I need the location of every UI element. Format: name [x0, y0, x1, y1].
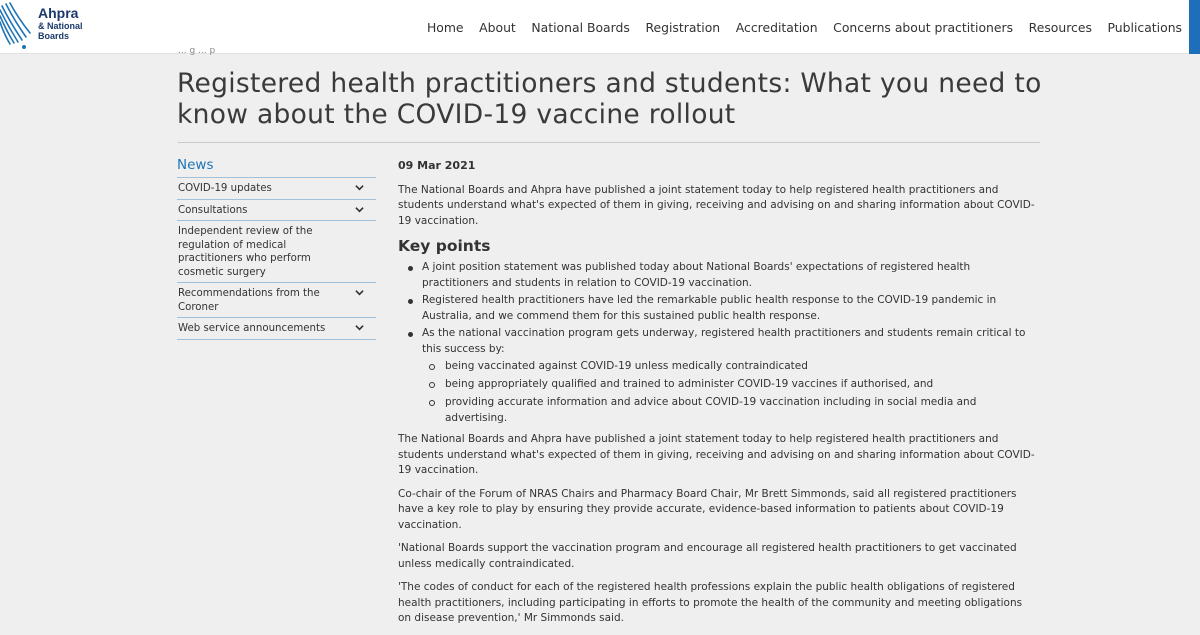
logo-text-ahpra: Ahpra	[38, 5, 79, 21]
sidebar-item-label: Independent review of the regulation of medical practitioners who perform cosmetic surgery	[178, 226, 313, 278]
logo-text-boards: Boards	[38, 31, 70, 41]
chevron-down-icon[interactable]	[355, 288, 364, 297]
ahpra-logo[interactable]	[0, 0, 100, 54]
key-point-text: As the national vaccination program gets underway, registered health practitioners and students remain critical to this success by:	[422, 327, 1026, 355]
sidebar-item-web-service[interactable]	[177, 318, 376, 340]
nav-home[interactable]: Home	[426, 19, 464, 35]
key-point: Registered health practitioners have led the remarkable public health response to the COVID-19 pandemic in Australia, and we commend them for this sustained public health response.	[406, 293, 1038, 324]
key-points-heading: Key points	[398, 237, 491, 255]
page-title: Registered health practitioners and students: What you need to know about the COVID-19 vaccine rollout	[177, 68, 1042, 130]
article-paragraph: Co-chair of the Forum of NRAS Chairs and Pharmacy Board Chair, Mr Brett Simmonds, said all registered practitioners have a key role to play by ensuring they provide accurate, evidence-based information to patients about COVID-19 vaccination.	[398, 487, 1017, 531]
chevron-down-icon[interactable]	[355, 323, 364, 332]
breadcrumb: ... g ... p	[178, 46, 216, 56]
sub-point: being appropriately qualified and trained to administer COVID-19 vaccines if authorised, and	[422, 377, 1038, 393]
chevron-down-icon[interactable]	[355, 205, 364, 214]
article-intro: The National Boards and Ahpra have published a joint statement today to help registered health practitioners and students understand what's expected of them in giving, receiving and advising on and sharing information about COVID-19 vaccination.	[398, 183, 1035, 227]
logo-text-national: & National	[38, 21, 83, 31]
nav-accent-tab[interactable]	[1189, 0, 1200, 54]
article-paragraph: The National Boards and Ahpra have published a joint statement today to help registered health practitioners and students understand what's expected of them in giving, receiving and advising on and sharing information about COVID-19 vaccination.	[398, 433, 1035, 476]
sidebar-item-independent-review[interactable]	[177, 221, 376, 283]
article-paragraph: 'The codes of conduct for each of the registered health professions explain the public health obligations of registered health practitioners, including participating in efforts to promote the health of the community and meeting obligations on disease prevention,' Mr Simmonds said.	[398, 581, 1023, 624]
key-points-list	[406, 260, 1038, 426]
article-body	[398, 158, 1038, 635]
key-point: A joint position statement was published today about National Boards' expectations of registered health practitioners and students in relation to COVID-19 vaccination.	[406, 260, 1038, 291]
sub-point: being vaccinated against COVID-19 unless medically contraindicated	[422, 359, 1038, 375]
sidebar-item-covid-updates[interactable]	[177, 178, 376, 200]
sidebar-item-coroner[interactable]	[177, 283, 376, 318]
nav-about[interactable]: About	[479, 19, 516, 35]
news-sidebar	[177, 155, 376, 340]
nav-registration[interactable]: Registration	[645, 19, 721, 35]
sub-point: providing accurate information and advice about COVID-19 vaccination including in social media and advertising.	[422, 395, 1038, 426]
sidebar-item-label: COVID-19 updates	[178, 183, 272, 194]
ahpra-logo-icon	[0, 0, 40, 54]
key-point-with-sublist	[406, 326, 1038, 426]
sidebar-item-label: Consultations	[178, 204, 248, 216]
nav-publications[interactable]: Publications	[1107, 19, 1182, 35]
sidebar-item-label: Recommendations from the Coroner	[178, 288, 320, 313]
main-nav	[411, 0, 1182, 54]
nav-accreditation[interactable]: Accreditation	[735, 19, 818, 35]
nav-national-boards[interactable]: National Boards	[531, 19, 630, 35]
sidebar-heading[interactable]: News	[177, 155, 376, 178]
article-paragraph: 'National Boards support the vaccination program and encourage all registered health practitioners to get vaccinated unless medically contraindicated.	[398, 542, 1017, 570]
sidebar-item-consultations[interactable]	[177, 200, 376, 222]
key-point-sublist	[422, 359, 1038, 426]
nav-concerns[interactable]: Concerns about practitioners	[833, 19, 1014, 35]
sidebar-item-label: Web service announcements	[178, 323, 326, 334]
nav-resources[interactable]: Resources	[1028, 19, 1092, 35]
title-divider	[178, 142, 1040, 143]
chevron-down-icon[interactable]	[355, 183, 364, 192]
article-date: 09 Mar 2021	[398, 159, 476, 172]
